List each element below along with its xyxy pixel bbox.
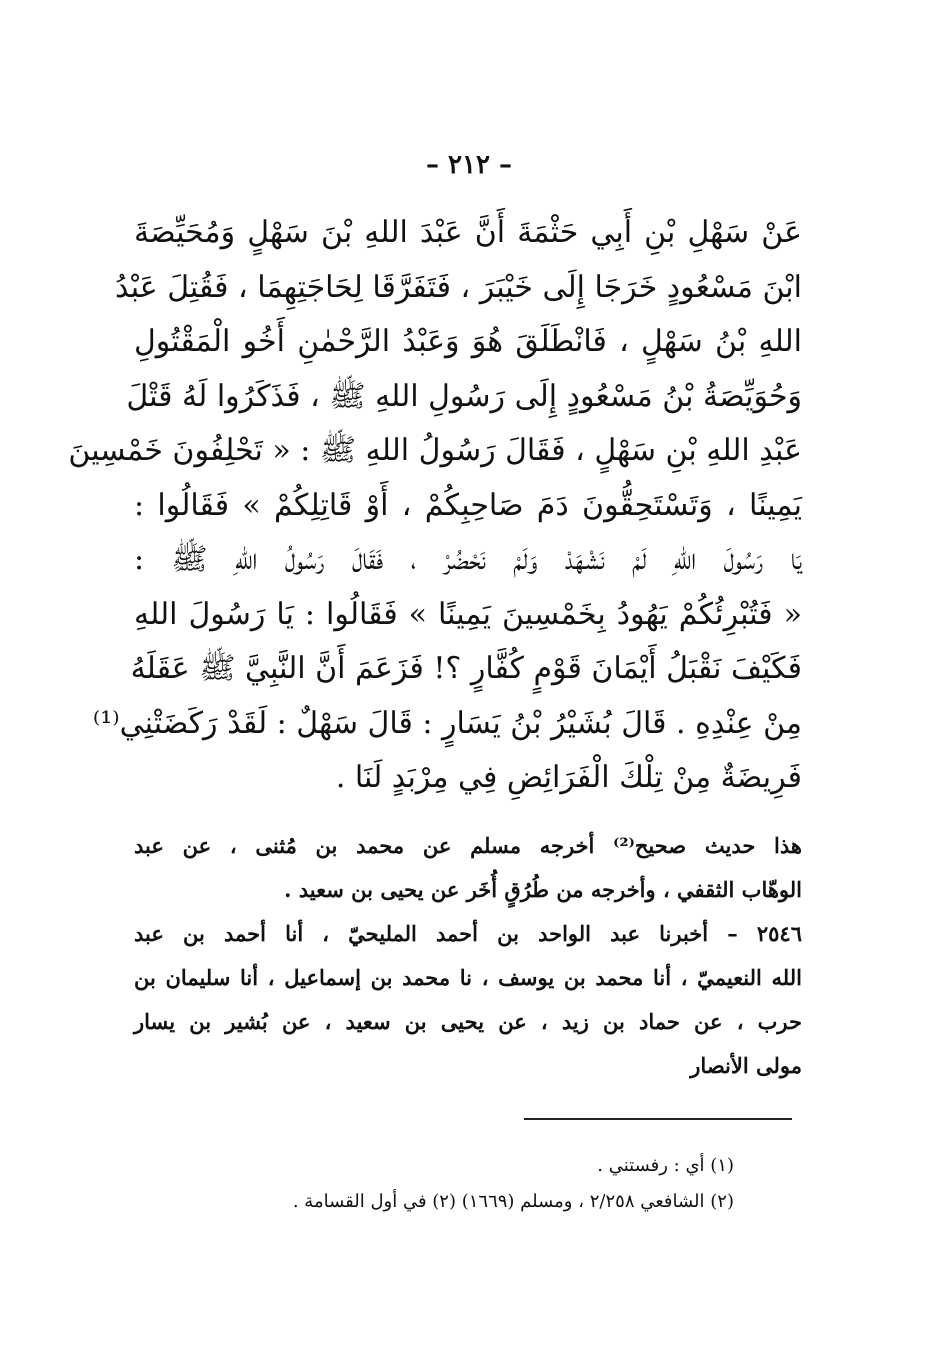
hadith-line: ابْنَ مَسْعُودٍ خَرَجَا إِلَى خَيْبَرَ ، فَتَفَرَّقَا لِحَاجَتِهِمَا ، فَقُتِلَ عَبْدُ bbox=[114, 269, 802, 305]
page-number: – ٢١٢ – bbox=[425, 150, 513, 180]
hadith-line: فَرِيضَةٌ مِنْ تِلْكَ الْفَرَائِضِ فِي مِرْبَدٍ لَنَا . bbox=[335, 760, 802, 795]
hadith-line: « فَتُبْرِئُكُمْ يَهُودُ بِخَمْسِينَ يَمِينًا » فَقَالُوا : يَا رَسُولَ اللهِ bbox=[134, 596, 802, 632]
hadith-line: يَا رَسُولَ اللهِ لَمْ نَشْهَدْ وَلَمْ نَحْضُرْ ، فَقَالَ رَسُولُ اللهِ ﷺ : bbox=[134, 542, 802, 577]
commentary-text bbox=[134, 824, 802, 1088]
footnote-1: (١) أي : رفستني . bbox=[597, 1155, 734, 1176]
hadith-text bbox=[68, 206, 802, 806]
hadith-line: فَكَيْفَ نَقْبَلُ أَيْمَانَ قَوْمٍ كُفَّارٍ ؟! فَزَعَمَ أَنَّ النَّبِيَّ ﷺ عَقَلَهُ bbox=[130, 651, 802, 686]
commentary-line: هذا حديث صحيح⁽²⁾ أخرجه مسلم عن محمد بن مُثنى ، عن عبد bbox=[134, 833, 802, 858]
hadith-line: يَمِينًا ، وَتَسْتَحِقُّونَ دَمَ صَاحِبِكُمْ ، أَوْ قَاتِلِكُمْ » فَقَالُوا : bbox=[134, 487, 802, 523]
hadith-line: اللهِ بْنُ سَهْلٍ ، فَانْطَلَقَ هُوَ وَعَبْدُ الرَّحْمٰنِ أَخُو الْمَقْتُولِ bbox=[134, 324, 802, 359]
footnotes bbox=[174, 1148, 734, 1220]
hadith-line: مِنْ عِنْدِهِ . قَالَ بُشَيْرُ بْنُ يَسَارٍ : قَالَ سَهْلٌ : لَقَدْ رَكَضَتْنِي⁽¹⁾ bbox=[92, 705, 802, 741]
isnad-line: ٢٥٤٦ – أخبرنا عبد الواحد بن أحمد المليحيّ ، أنا أحمد بن عبد bbox=[134, 921, 802, 946]
isnad-line: مولى الأنصار bbox=[690, 1053, 802, 1078]
isnad-line: الله النعيميّ ، أنا محمد بن يوسف ، نا محمد بن إسماعيل ، أنا سليمان بن bbox=[134, 965, 802, 990]
hadith-line: عَبْدِ اللهِ بْنِ سَهْلٍ ، فَقَالَ رَسُولُ اللهِ ﷺ : « تَحْلِفُونَ خَمْسِينَ bbox=[68, 433, 802, 468]
isnad-line: حرب ، عن حماد بن زيد ، عن يحيى بن سعيد ، عن بُشير بن يسار bbox=[134, 1009, 802, 1034]
hadith-line: عَنْ سَهْلِ بْنِ أَبِي حَثْمَةَ أَنَّ عَبْدَ اللهِ بْنَ سَهْلٍ وَمُحَيِّصَةَ bbox=[134, 215, 802, 250]
hadith-line: وَحُوَيِّصَةُ بْنُ مَسْعُودٍ إِلَى رَسُولِ اللهِ ﷺ ، فَذَكَرُوا لَهُ قَتْلَ bbox=[126, 378, 802, 414]
footnote-2: (٢) الشافعي ٢/٢٥٨ ، ومسلم (١٦٦٩) (٢) في أول القسامة . bbox=[292, 1191, 734, 1212]
footnote-divider bbox=[524, 1118, 792, 1120]
commentary-line: الوهّاب الثقفي ، وأخرجه من طُرُقٍ أُخَر عن يحيى بن سعيد . bbox=[284, 877, 802, 902]
